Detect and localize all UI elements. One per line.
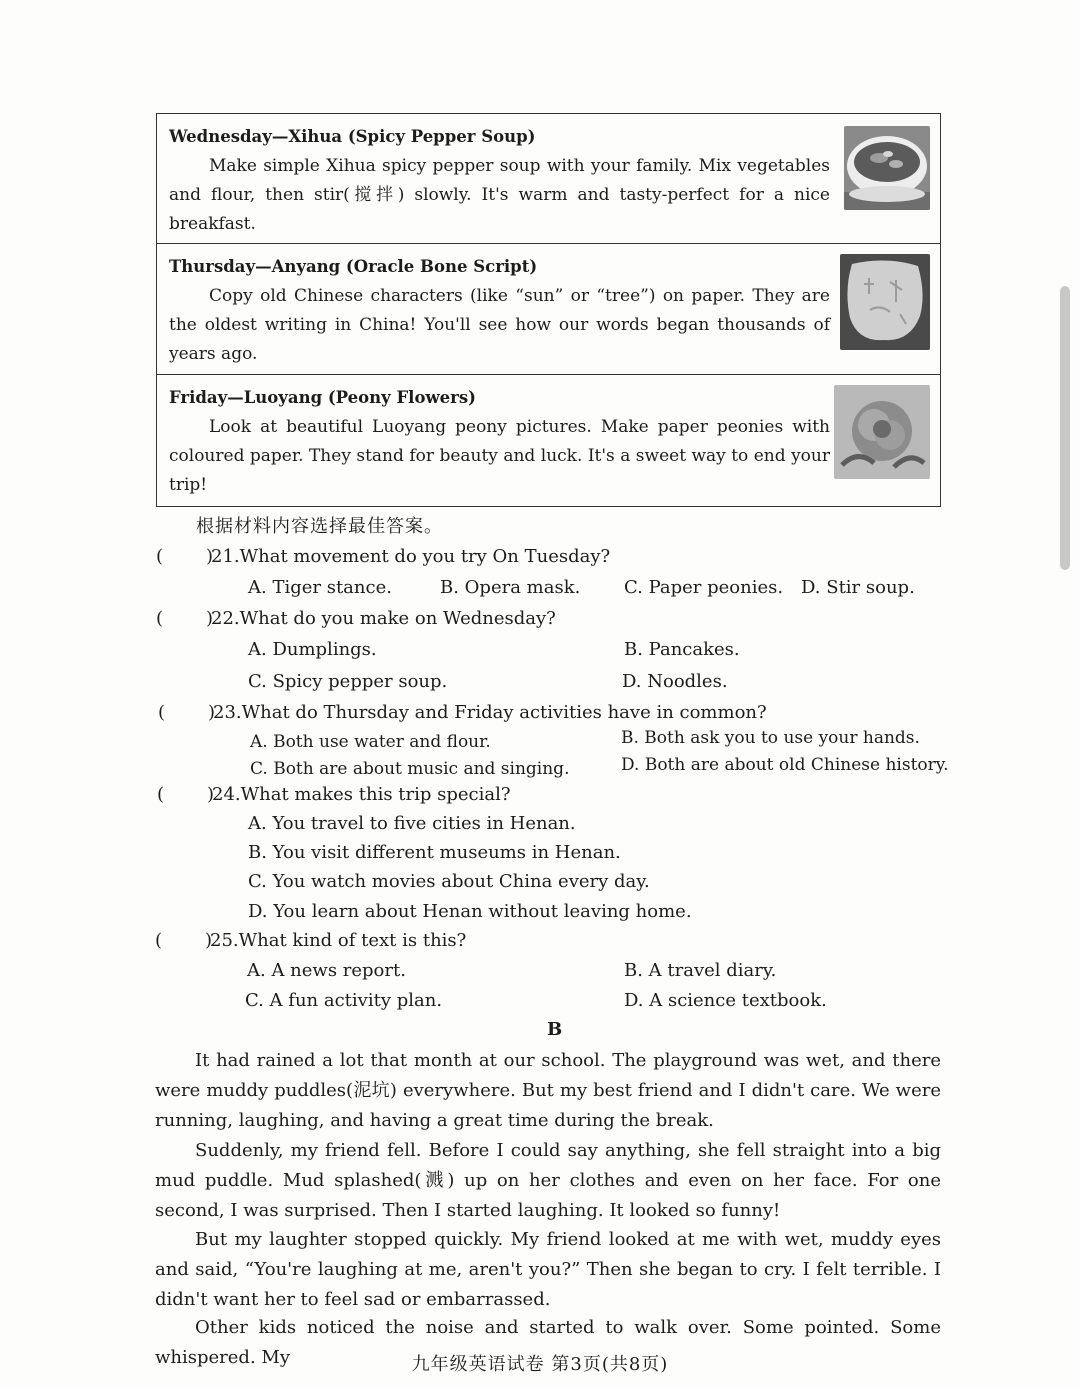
- activity-table: [156, 113, 941, 507]
- option-a: A. Tiger stance.: [248, 577, 392, 598]
- answer-paren-close: ): [205, 930, 213, 951]
- instruction-text: 根据材料内容选择最佳答案。: [196, 516, 443, 537]
- page-footer: 九年级英语试卷 第3页(共8页): [411, 1354, 669, 1375]
- question-text: What do Thursday and Friday activities have in common?: [241, 702, 767, 723]
- option-d: D. Stir soup.: [801, 577, 915, 598]
- option-d: D. Noodles.: [622, 671, 728, 692]
- oracle-bone-photo: [840, 254, 930, 350]
- answer-paren-open: (: [156, 608, 164, 629]
- section-heading-b: B: [547, 1019, 563, 1040]
- question-number: 22.: [211, 608, 240, 629]
- question-number: 24.: [212, 784, 241, 805]
- option-d: D. You learn about Henan without leaving home.: [248, 901, 692, 922]
- option-b: B. Both ask you to use your hands.: [621, 728, 920, 748]
- option-c: C. Paper peonies.: [624, 577, 784, 598]
- option-d: D. A science textbook.: [624, 990, 827, 1011]
- answer-paren-close: ): [207, 784, 215, 805]
- option-c: C. You watch movies about China every day.: [248, 871, 650, 892]
- peony-flower-photo: [834, 385, 930, 479]
- activity-body: Copy old Chinese characters (like “sun” or “tree”) on paper. They are the oldest writing in China! You'll see how our words began thousands of years ago.: [169, 286, 830, 364]
- passage-paragraph-3: But my laughter stopped quickly. My friend looked at me with wet, muddy eyes and said, “You're laughing at me, aren't you?” Then she began to cry. I felt terrible. I didn't want her to feel sad or embarrassed.: [155, 1229, 941, 1310]
- option-c: C. A fun activity plan.: [245, 990, 443, 1011]
- option-b: B. Opera mask.: [440, 577, 581, 598]
- option-c: C. Spicy pepper soup.: [248, 671, 448, 692]
- answer-paren-open: (: [157, 784, 165, 805]
- option-a: A. A news report.: [247, 960, 406, 981]
- scrollbar-thumb[interactable]: [1060, 286, 1070, 570]
- soup-bowl-photo: [844, 126, 930, 210]
- option-b: B. Pancakes.: [624, 639, 740, 660]
- activity-title: Wednesday—Xihua (Spicy Pepper Soup): [169, 127, 536, 146]
- option-d: D. Both are about old Chinese history.: [621, 755, 949, 775]
- activity-body: Look at beautiful Luoyang peony pictures. Make paper peonies with coloured paper. They stand for beauty and luck. It's a sweet way to end your trip!: [169, 417, 830, 495]
- answer-paren-open: (: [158, 702, 166, 723]
- activity-box-friday: [157, 375, 940, 506]
- option-c: C. Both are about music and singing.: [250, 759, 570, 779]
- activity-box-wednesday: [157, 114, 940, 244]
- passage-paragraph-2: Suddenly, my friend fell. Before I could say anything, she fell straight into a big mud puddle. Mud splashed(溅) up on her clothes and even on her face. For one second, I was surprised. Then I started laughing. It looked so funny!: [155, 1140, 941, 1221]
- question-text: What makes this trip special?: [240, 784, 511, 805]
- option-a: A. You travel to five cities in Henan.: [248, 813, 576, 834]
- activity-title: Thursday—Anyang (Oracle Bone Script): [169, 257, 538, 276]
- option-b: B. You visit different museums in Henan.: [248, 842, 621, 863]
- answer-paren-close: ): [206, 546, 214, 567]
- option-a: A. Both use water and flour.: [250, 732, 491, 752]
- question-number: 21.: [211, 546, 240, 567]
- activity-body: Make simple Xihua spicy pepper soup with your family. Mix vegetables and flour, then stir(搅拌) slowly. It's warm and tasty-perfect for a nice breakfast.: [169, 156, 830, 234]
- answer-paren-open: (: [155, 930, 163, 951]
- option-b: B. A travel diary.: [624, 960, 777, 981]
- question-text: What do you make on Wednesday?: [239, 608, 556, 629]
- answer-paren-open: (: [156, 546, 164, 567]
- question-number: 25.: [210, 930, 239, 951]
- answer-paren-close: ): [208, 702, 216, 723]
- passage-paragraph-1: It had rained a lot that month at our school. The playground was wet, and there were muddy puddles(泥坑) everywhere. But my best friend and I didn't care. We were running, laughing, and having a great time during the break.: [155, 1050, 941, 1131]
- question-number: 23.: [213, 702, 242, 723]
- question-text: What kind of text is this?: [238, 930, 467, 951]
- passage-paragraph-4: Other kids noticed the noise and started to walk over. Some pointed. Some whispered. My: [155, 1317, 941, 1368]
- activity-title: Friday—Luoyang (Peony Flowers): [169, 388, 476, 407]
- question-text: What movement do you try On Tuesday?: [239, 546, 611, 567]
- option-a: A. Dumplings.: [248, 639, 377, 660]
- answer-paren-close: ): [206, 608, 214, 629]
- activity-box-thursday: [157, 244, 940, 375]
